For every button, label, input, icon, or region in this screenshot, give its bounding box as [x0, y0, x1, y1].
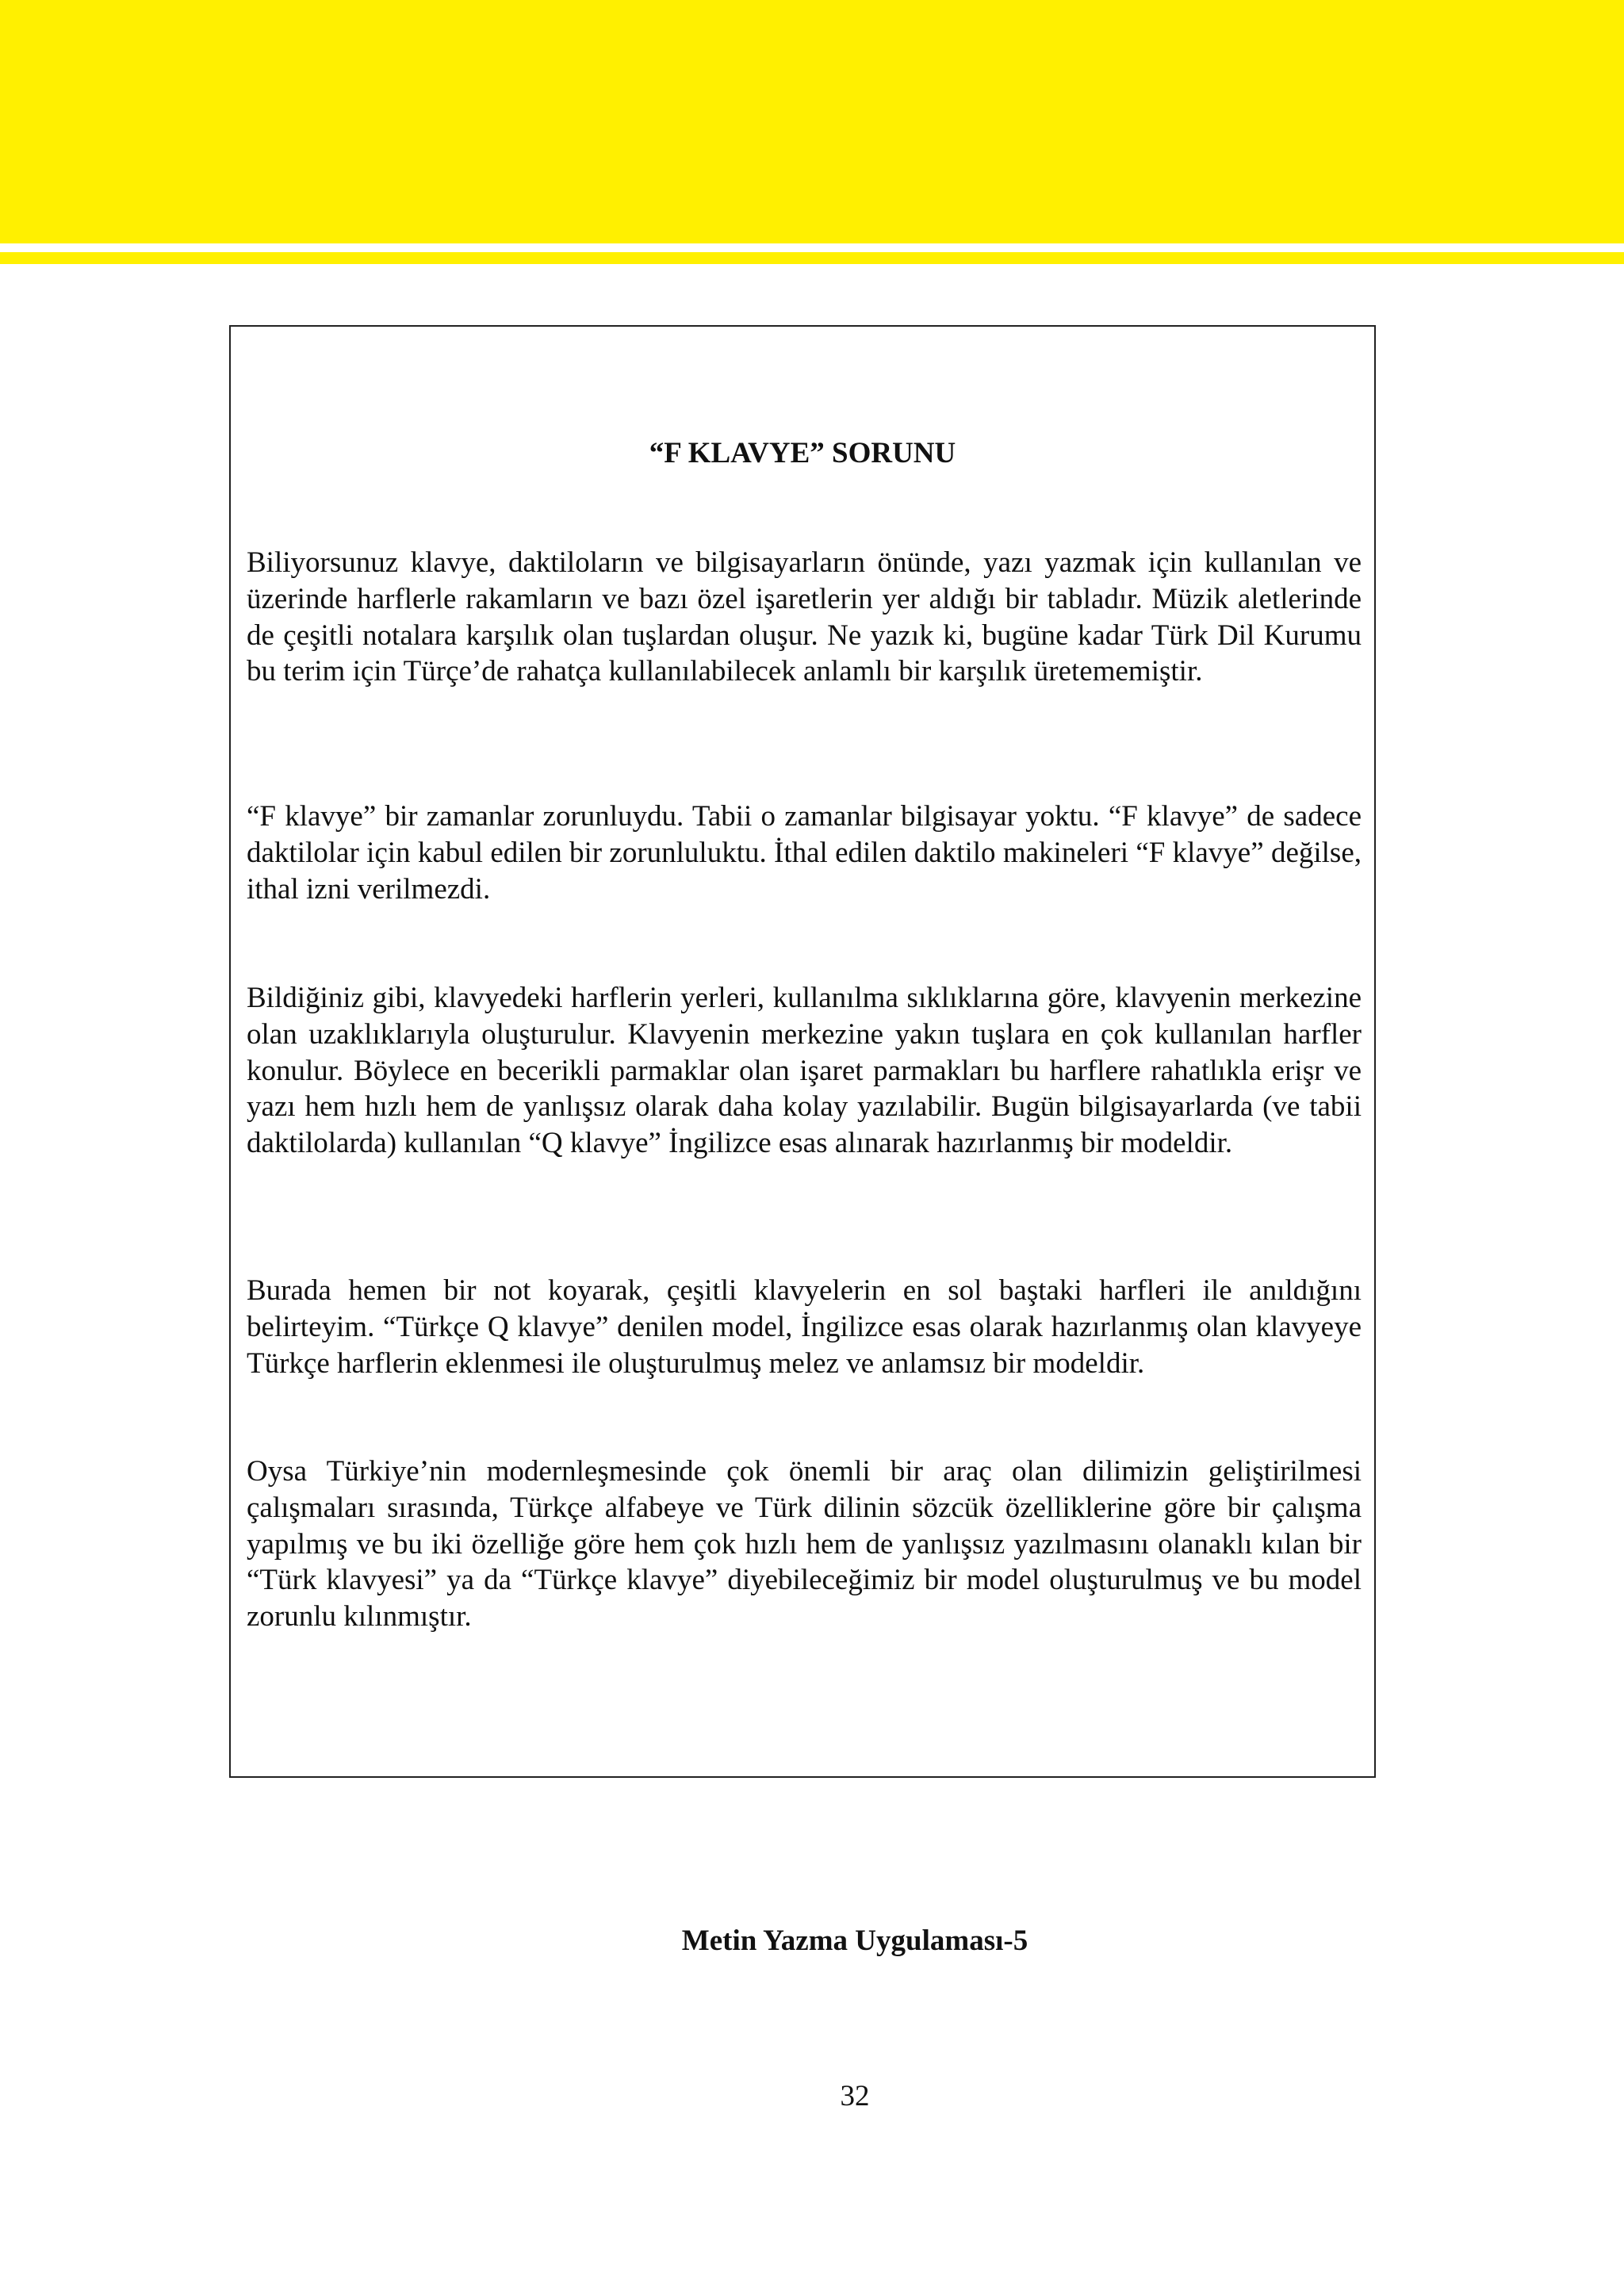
header-yellow-stripe: [0, 252, 1624, 264]
article-paragraph-5: Oysa Türkiye’nin modernleşmesinde çok önemli bir araç olan dilimizin geliştirilmesi çalışmaları sırasında, Türkçe alfabeye ve Türk dilinin sözcük özelliklerine göre bir çalışma yapılmış ve bu iki özelliğe göre hem çok hızlı hem de yanlışsız yazılmasını olanaklı kılan bir “Türk klavyesi” ya da “Türkçe klavye” diyebileceğimiz bir model oluşturulmuş ve bu model zorunlu kılınmıştır.: [247, 1455, 1362, 1633]
exercise-title: Metin Yazma Uygulaması-5: [681, 1925, 1028, 1957]
header-yellow-band: [0, 0, 1624, 243]
article-box: [229, 325, 1376, 1778]
article-paragraph-3: Bildiğiniz gibi, klavyedeki harflerin yerleri, kullanılma sıklıklarına göre, klavyenin merkezine olan uzaklıklarıyla oluşturulur. Klavyenin merkezine yakın tuşlara en çok kullanılan harfler konulur. Böylece en becerikli parmaklar olan işaret parmakları bu harflere rahatlıkla erişr ve yazı hem hızlı hem de yanlışsız olarak daha kolay yazılabilir. Bugün bilgisayarlarda (ve tabii daktilolarda) kullanılan “Q klavye” İngilizce esas alınarak hazırlanmış bir modeldir.: [247, 982, 1362, 1160]
article-paragraph-1: Biliyorsunuz klavye, daktiloların ve bilgisayarların önünde, yazı yazmak için kullanılan ve üzerinde harflerle rakamların ve bazı özel işaretlerin yer aldığı bir tabladır. Müzik aletlerinde de çeşitli notalara karşılık olan tuşlardan oluşur. Ne yazık ki, bugüne kadar Türk Dil Kurumu bu terim için Türçe’de rahatça kullanılabilecek anlamlı bir karşılık üretememiştir.: [247, 546, 1362, 688]
article-paragraph-4: Burada hemen bir not koyarak, çeşitli klavyelerin en sol baştaki harfleri ile anıldığını belirteyim. “Türkçe Q klavye” denilen model, İngilizce esas olarak hazırlanmış olan klavyeye Türkçe harflerin eklenmesi ile oluşturulmuş melez ve anlamsız bir modeldir.: [247, 1274, 1362, 1380]
page-number: 32: [840, 2080, 870, 2112]
article-paragraph-2: “F klavye” bir zamanlar zorunluydu. Tabii o zamanlar bilgisayar yoktu. “F klavye” de sadece daktilolar için kabul edilen bir zorunluluktu. İthal edilen daktilo makineleri “F klavye” değilse, ithal izni verilmezdi.: [247, 800, 1362, 906]
article-title: “F KLAVYE” SORUNU: [649, 437, 956, 469]
